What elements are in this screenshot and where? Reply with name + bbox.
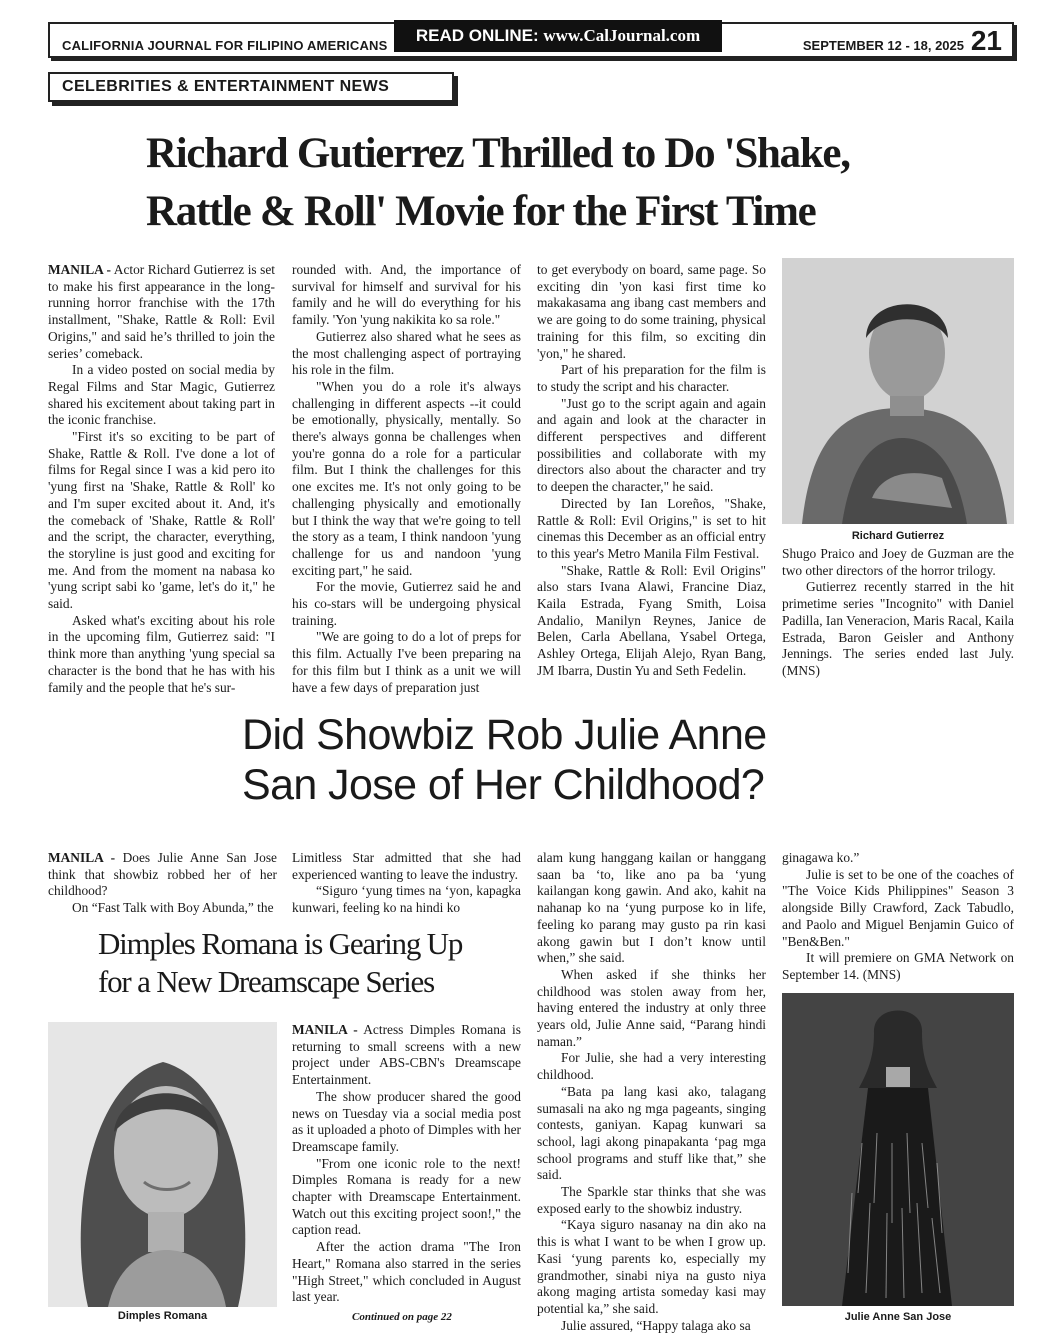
article1-column-2 xyxy=(292,262,521,696)
article2-dateline: MANILA - xyxy=(48,850,116,865)
article3-headline xyxy=(98,925,518,1001)
article1-para: "First it's so exciting to be part of Shake, Rattle & Roll. I've done a lot of films for Regal since I was a kid pero ito 'yung first na 'Shake, Rattle & Roll' ko and I'm super excited about it. And, it's the comeback of 'Shake, Rattle & Roll' and the script, the character, everything, the storyline is just good and exciting for me. And from the moment na nabasa ko 'yung script sabi ko 'game, let's do it," he said. xyxy=(48,429,275,612)
article1-para: to get everybody on board, same page. So exciting din 'yon kasi first time ko makakasama ang ibang cast members and we are going to do some training, physical training for this film, so exciting din 'yon," he shared. xyxy=(537,262,766,361)
section-label: CELEBRITIES & ENTERTAINMENT NEWS xyxy=(48,72,454,102)
article1-para: "Just go to the script again and again and again and look at the character in different perspectives and different possibilities and collaborate with my directors also about the character and try to deepen the character," he said. xyxy=(537,395,766,495)
article2-para: Julie is set to be one of the coaches of "The Voice Kids Philippines" Season 3 alongside Billy Crawford, Zack Tabudlo, and Paolo and Miguel Benjamin Guico of "Ben&Ben." xyxy=(782,866,1014,949)
article3-para: The show producer shared the good news on Tuesday via a social media post as it uploaded a photo of Dimples with her Dreamscape family. xyxy=(292,1088,521,1154)
article3-headline-line1: Dimples Romana is Gearing Up xyxy=(98,926,463,961)
masthead-bar xyxy=(48,22,1014,58)
article2-para: “Bata pa lang kasi ako, talagang sumasali na ako ng mga pageants, singing contests, ganiyan. Kapag kunwari sa school, lagi akong pinapakanta ‘pag mga school programs and stuff like that,” she said. xyxy=(537,1083,766,1183)
article2-column-3 xyxy=(537,850,766,1334)
portrait-woman-dress-icon xyxy=(782,993,1014,1306)
article3-para: "From one iconic role to the next! Dimples Romana is ready for a new chapter with Dreamscape Entertainment. Watch out this exciting project soon!," the caption read. xyxy=(292,1155,521,1238)
richard-gutierrez-photo xyxy=(782,258,1014,524)
article2-para: On “Fast Talk with Boy Abunda,” the xyxy=(72,900,274,916)
article1-para: Directed by Ian Loreños, "Shake, Rattle & Roll: Evil Origins," is set to hit cinemas this December as an official entry to this year's Metro Manila Film Festival. xyxy=(537,495,766,561)
article2-para: For Julie, she had a very interesting childhood. xyxy=(537,1050,766,1083)
article1-para: In a video posted on social media by Regal Films and Star Magic, Gutierrez shared his excitement about taking part in the iconic franchise. xyxy=(48,362,275,428)
article1-column-3 xyxy=(537,262,766,680)
dimples-romana-photo xyxy=(48,1022,277,1307)
portrait-woman-icon xyxy=(48,1022,277,1307)
article2-para: “Siguro ‘yung times na ‘yon, kapagka kunwari, feeling ko na hindi ko xyxy=(292,883,521,916)
article3-headline-line2: for a New Dreamscape Series xyxy=(98,964,434,999)
article2-para: The Sparkle star thinks that she was exposed early to the showbiz industry. xyxy=(537,1184,766,1216)
article1-para: "We are going to do a lot of preps for this film. Actually I've been preparing na for this film but I think as a unit we will have a few days of preparation just xyxy=(292,629,521,695)
article1-para: Part of his preparation for the film is to study the script and his character. xyxy=(537,362,766,394)
article1-para xyxy=(48,262,275,362)
julie-anne-san-jose-caption: Julie Anne San Jose xyxy=(844,1311,952,1323)
article2-column-4 xyxy=(782,850,1014,984)
continued-on-page-link[interactable]: Continued on page 22 xyxy=(352,1311,452,1323)
richard-gutierrez-caption: Richard Gutierrez xyxy=(851,530,945,542)
article2-para xyxy=(48,850,277,900)
article2-para: alam kung hanggang kailan or hanggang saan ba ‘to, like ano pa ba ‘yung kailangan kong gawin. And ako, kahit na nahanap ko na ‘yung purpose ko in life, feeling ko parang may gusto pa rin kasi akong gawin but I don’t know until when,” she said. xyxy=(537,850,766,966)
article1-headline-line1: Richard Gutierrez Thrilled to Do 'Shake, xyxy=(146,130,850,177)
article1-column-1 xyxy=(48,262,275,696)
article2-column-1 xyxy=(48,850,277,917)
article2-headline-line2: San Jose of Her Childhood? xyxy=(242,761,765,809)
article1-para: Shugo Praico and Joey de Guzman are the two other directors of the horror trilogy. xyxy=(782,546,1014,578)
article2-para: Limitless Star admitted that she had experienced wanting to leave the industry. xyxy=(292,850,521,882)
issue-date: SEPTEMBER 12 - 18, 2025 xyxy=(802,38,964,53)
article1-para: rounded with. And, the importance of survival for himself and survival for his family and he will do everything for his family. 'Yon 'yung nakikita ko sa role." xyxy=(292,262,521,328)
article2-headline-line1: Did Showbiz Rob Julie Anne xyxy=(242,711,767,759)
portrait-man-icon xyxy=(782,258,1014,524)
article3-para: After the action drama "The Iron Heart," Romana also starred in the series "High Street," which concluded in August last year. xyxy=(292,1239,521,1305)
read-online-label: READ ONLINE: xyxy=(415,26,539,45)
article1-para: "When you do a role it's always challenging in different aspects --it could be emotionally, physically, mentally. So there's always gonna be challenges when you're gonna do a role for a particular film. But I think the challenges for this one excites me. It's not only going to be challenging physically and emotionally but I think the way that we're going to tell the story as a team, I think nandoon 'yung challenge for us and nandoon 'yung exciting part," he said. xyxy=(292,378,521,578)
article3-column xyxy=(292,1022,521,1306)
article1-headline-line2: Rattle & Roll' Movie for the First Time xyxy=(146,188,816,235)
article1-column-4 xyxy=(782,546,1014,680)
article3-text: Actress Dimples Romana is returning to small screens with a new project under ABS-CBN's Dreamscape Entertainment. xyxy=(292,1022,521,1088)
article1-headline xyxy=(146,125,946,241)
article2-para: Julie assured, “Happy talaga ako sa xyxy=(561,1317,751,1333)
article1-dateline: MANILA - xyxy=(48,262,112,277)
article3-dateline: MANILA - xyxy=(292,1022,358,1037)
website-link[interactable]: www.CalJournal.com xyxy=(543,26,701,45)
article3-para xyxy=(292,1022,521,1089)
article2-headline xyxy=(242,710,942,810)
article1-para: Gutierrez also shared what he sees as the most challenging aspect of portraying his role in the film. xyxy=(292,328,521,378)
article1-para: Asked what's exciting about his role in the upcoming film, Gutierrez said: "I think more than anything 'yung special sa character is the bond that he has with his family and the people that he's sur- xyxy=(48,612,275,695)
publication-name: CALIFORNIA JOURNAL FOR FILIPINO AMERICANS xyxy=(62,38,388,53)
article1-para: Gutierrez recently starred in the hit primetime series "Incognito" with Daniel Padilla, Ian Veneracion, Maris Racal, Kaila Estrada, Baron Geisler and Anthony Jennings. The series ended last July. (MNS) xyxy=(782,579,1014,678)
page-number: 21 xyxy=(970,25,1002,56)
article2-para: “Kaya siguro nasanay na din ako na this is what I want to be when I grow up. Kasi ‘yung parents ko, especially my grandmother, sinabi niya na gusto niya akong maging artista someday kasi may potential ka,” she said. xyxy=(537,1217,766,1316)
read-online-banner xyxy=(394,20,722,52)
article1-para: "Shake, Rattle & Roll: Evil Origins" also stars Ivana Alawi, Francine Diaz, Kaila Estrada, Fyang Smith, Loisa Andalio, Manilyn Reynes, Janice de Belen, Carla Abellana, Ysabel Ortega, Ashley Ortega, Elijah Alejo, Ryan Bang, JM Ibarra, Dustin Yu and Seth Fedelin. xyxy=(537,562,766,678)
article2-para: It will premiere on GMA Network on September 14. (MNS) xyxy=(782,950,1014,982)
article2-para: ginagawa ko.” xyxy=(782,850,860,865)
julie-anne-san-jose-photo xyxy=(782,993,1014,1306)
article1-text: Actor Richard Gutierrez is set to make his first appearance in the long-running horror franchise with the 17th installment, "Shake, Rattle & Roll: Evil Origins," and said he’s thrilled to join the series’ comeback. xyxy=(48,262,275,361)
article2-text: Does Julie Anne San Jose think that showbiz robbed her of her childhood? xyxy=(48,850,277,899)
article2-column-2 xyxy=(292,850,521,917)
article2-para: When asked if she thinks her childhood was stolen away from her, having entered the industry at only three years old, Julie Anne said, “Parang hindi naman.” xyxy=(537,966,766,1049)
dimples-romana-caption: Dimples Romana xyxy=(117,1310,208,1322)
article1-para: For the movie, Gutierrez said he and his co-stars will be undergoing physical training. xyxy=(292,579,521,628)
